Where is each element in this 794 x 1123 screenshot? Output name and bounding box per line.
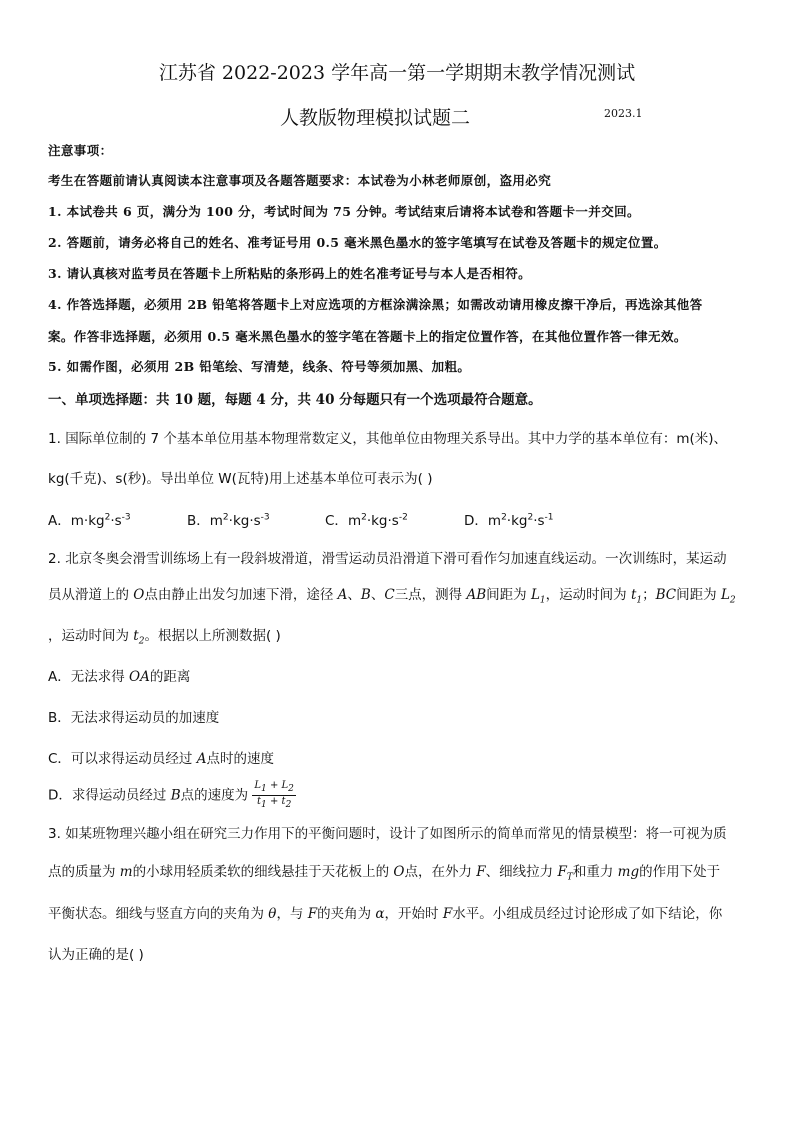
question-3-line-1: 3. 如某班物理兴趣小组在研究三力作用下的平衡问题时，设计了如图所示的简单而常见的情景模型：将一可视为质 — [48, 826, 727, 842]
question-1-option-d: D．$m^2\cdot kg^2\cdot s^{-1}$ — [464, 512, 554, 529]
exam-date: 2023.1 — [604, 107, 643, 120]
notice-line: 1. 本试卷共 6 页，满分为 100 分，考试时间为 75 分钟。考试结束后请将本试卷和答题卡一并交回。 — [48, 204, 640, 219]
question-3-line-4: 认为正确的是( ) — [48, 947, 144, 963]
question-2-option-d: D．求得运动员经过 B点的速度为 $\frac{L_1 + L_2}{t_1 + t_2}$ — [48, 780, 294, 810]
question-number: 3. — [48, 826, 61, 842]
question-3-line-3: 平衡状态。细线与竖直方向的夹角为 θ，与 F的夹角为 α，开始时 F水平。小组成员经过讨论形成了如下结论，你 — [48, 906, 723, 922]
notice-line: 3. 请认真核对监考员在答题卡上所粘贴的条形码上的姓名准考证号与本人是否相符。 — [48, 266, 532, 281]
question-1-option-c: C．$m^2\cdot kg\cdot s^{-2}$ — [325, 512, 408, 529]
notice-line: 2. 答题前，请务必将自己的姓名、准考证号用 0.5 毫米黑色墨水的签字笔填写在试卷及答题卡的规定位置。 — [48, 235, 667, 250]
question-1-line-2: kg(千克)、s(秒)。导出单位 W(瓦特)用上述基本单位可表示为( ) — [48, 471, 433, 487]
question-number: 2. — [48, 551, 61, 567]
section-heading: 一、单项选择题：共 10 题，每题 4 分，共 40 分每题只有一个选项最符合题意。 — [48, 392, 542, 408]
exam-subtitle: 人教版物理模拟试题二 — [280, 107, 471, 129]
question-2-line-2: 员从滑道上的 O点由静止出发匀加速下滑，途径 A、B、C三点，测得 AB间距为 $L_1$，运动时间为 $t_1$；BC间距为 $L_2$ — [48, 587, 736, 606]
question-1-option-a: A．$m\cdot kg^2\cdot s^{-3}$ — [48, 512, 131, 529]
question-2-line-1: 2. 北京冬奥会滑雪训练场上有一段斜坡滑道，滑雪运动员沿滑道下滑可看作匀加速直线运动。一次训练时，某运动 — [48, 551, 727, 567]
notice-line: 5. 如需作图，必须用 2B 铅笔绘、写清楚，线条、符号等须加黑、加粗。 — [48, 359, 471, 374]
question-1-option-b: B．$m^2\cdot kg\cdot s^{-3}$ — [187, 512, 270, 529]
exam-title: 江苏省 2022-2023 学年高一第一学期期末教学情况测试 — [158, 62, 636, 84]
question-number: 1. — [48, 431, 61, 447]
question-1-line-1: 1. 国际单位制的 7 个基本单位用基本物理常数定义，其他单位由物理关系导出。其中力学的基本单位有：m(米)、 — [48, 431, 728, 447]
notice-line: 案。作答非选择题，必须用 0.5 毫米黑色墨水的签字笔在答题卡上的指定位置作答，在其他位置作答一律无效。 — [48, 329, 687, 344]
question-2-option-c: C．可以求得运动员经过 A点时的速度 — [48, 751, 274, 767]
question-2-option-b: B．无法求得运动员的加速度 — [48, 710, 220, 726]
notice-heading: 注意事项： — [48, 143, 113, 158]
velocity-fraction: $\frac{L_1 + L_2}{t_1 + t_2}$ — [254, 780, 294, 810]
question-2-option-a: A．无法求得 OA的距离 — [48, 669, 191, 685]
question-2-line-3: ，运动时间为 $t_2$。根据以上所测数据( ) — [48, 628, 281, 647]
notice-line: 4. 作答选择题，必须用 2B 铅笔将答题卡上对应选项的方框涂满涂黑；如需改动请用橡皮擦干净后，再选涂其他答 — [48, 297, 703, 312]
question-3-line-2: 点的质量为 m的小球用轻质柔软的细线悬挂于天花板上的 O点，在外力 F、细线拉力 $F_T$和重力 mg的作用下处于 — [48, 864, 721, 883]
notice-line: 考生在答题前请认真阅读本注意事项及各题答题要求：本试卷为小林老师原创，盗用必究 — [48, 173, 552, 188]
